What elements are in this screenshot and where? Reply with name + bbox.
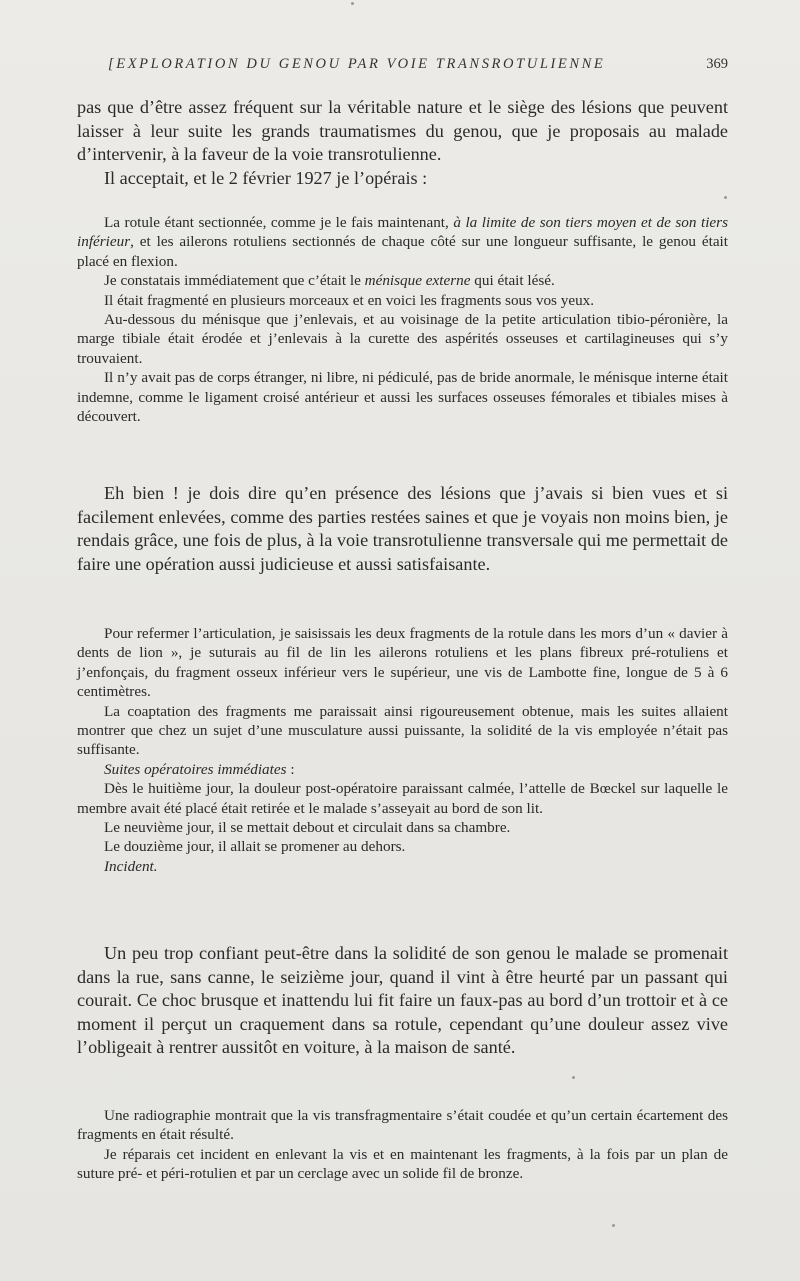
operation-paragraph: La rotule étant sectionnée, comme je le fais maintenant, à la limite de son tiers moyen et de son tiers inférieur, et les ailerons rotuliens sectionnés de chaque côté sur une longueur suffisante, le genou était placé en flexion. [77, 214, 728, 270]
intro-paragraphs [77, 96, 728, 190]
repair-report [77, 1106, 728, 1184]
page-header [108, 56, 728, 73]
fragments-paragraph: Il était fragmenté en plusieurs morceaux et en voici les fragments sous vos yeux. [104, 291, 595, 309]
conclusion-paragraph-container [77, 482, 728, 576]
paper-speck [724, 196, 727, 199]
incident-heading: Incident. [104, 857, 158, 875]
paper-speck [612, 1224, 615, 1227]
tibial-margin-paragraph: Au-dessous du ménisque que j’enlevais, et au voisinage de la petite articulation tibio-péronière, la marge tibiale était érodée et j’enlevais à la curette des aspérités osseuses et cartilagineuses qui s’y trouvaient. [77, 311, 728, 367]
conclusion-paragraph: Eh bien ! je dois dire qu’en présence des lésions que j’avais si bien vues et si facilement enlevées, comme des parties restées saines et que je voyais non moins bien, je rendais grâce, une fois de plus, à la voie transrotulienne transversale qui me permettait de faire une opération aussi judicieuse et aussi satisfaisante. [77, 483, 728, 574]
findings-paragraph: Il n’y avait pas de corps étranger, ni libre, ni pédiculé, pas de bride anormale, le ménisque interne était indemne, comme le ligament croisé antérieur et aussi les surfaces osseuses fémorales et tibiales mises à découvert. [77, 369, 728, 426]
closure-paragraph: Pour refermer l’articulation, je saisissais les deux fragments de la rotule dans les mors d’un « davier à dents de lion », je suturais au fil de lin les ailerons rotuliens et les plans fibreux pré-rotuliens et j’enfonçais, du fragment osseux inférieur vers le supérieur, une vis de Lambotte fine, longue de 5 à 6 centimètres. [77, 625, 728, 701]
incident-paragraph-container [77, 942, 728, 1060]
running-title: [EXPLORATION DU GENOU PAR VOIE TRANSROTULIENNE [108, 56, 606, 72]
intro-paragraph: pas que d’être assez fréquent sur la véritable nature et le siège des lésions que peuvent laisser à leur suite les grands traumatismes du genou, que je proposais au malade d’intervenir, à la faveur de la voie transrotulienne. [77, 97, 728, 164]
consent-paragraph: Il acceptait, et le 2 février 1927 je l’opérais : [104, 167, 428, 188]
meniscus-paragraph: Je constatais immédiatement que c’était le ménisque externe qui était lésé. [104, 272, 555, 290]
incident-paragraph: Un peu trop confiant peut-être dans la solidité de son genou le malade se promenait dans la rue, sans canne, le seizième jour, quand il vint à être heurté par un passant qui courait. Ce choc brusque et inattendu lui fit faire un faux-pas au bord d’un trottoir et à ce moment il perçut un craquement dans sa rotule, cependant qu’une douleur assez vive l’obligeait à rentrer aussitôt en voiture, à la maison de santé. [77, 943, 728, 1057]
page-number: 369 [706, 56, 728, 72]
operation-report [77, 213, 728, 426]
radiography-paragraph: Une radiographie montrait que la vis transfragmentaire s’était coudée et qu’un certain écartement des fragments en était résulté. [77, 1107, 728, 1144]
repair-paragraph: Je réparais cet incident en enlevant la vis et en maintenant les fragments, à la fois par un plan de suture pré- et péri-rotulien et par un cerclage avec un solide fil de bronze. [77, 1145, 728, 1183]
paper-speck [572, 1076, 575, 1079]
day-twelve-paragraph: Le douzième jour, il allait se promener au dehors. [104, 838, 406, 856]
coaptation-paragraph: La coaptation des fragments me paraissait ainsi rigoureusement obtenue, mais les suites allaient montrer que chez un sujet d’une musculature aussi puissante, la solidité de la vis employée n’était pas suffisante. [77, 702, 728, 759]
closure-report [77, 624, 728, 876]
postop-heading: Suites opératoires immédiates : [104, 760, 295, 778]
day-nine-paragraph: Le neuvième jour, il se mettait debout et circulait dans sa chambre. [104, 819, 511, 837]
day-eight-paragraph: Dès le huitième jour, la douleur post-opératoire paraissant calmée, l’attelle de Bœckel sur laquelle le membre avait été placé était retirée et le malade s’asseyait au bord de son lit. [77, 780, 728, 817]
paper-speck [351, 2, 354, 5]
